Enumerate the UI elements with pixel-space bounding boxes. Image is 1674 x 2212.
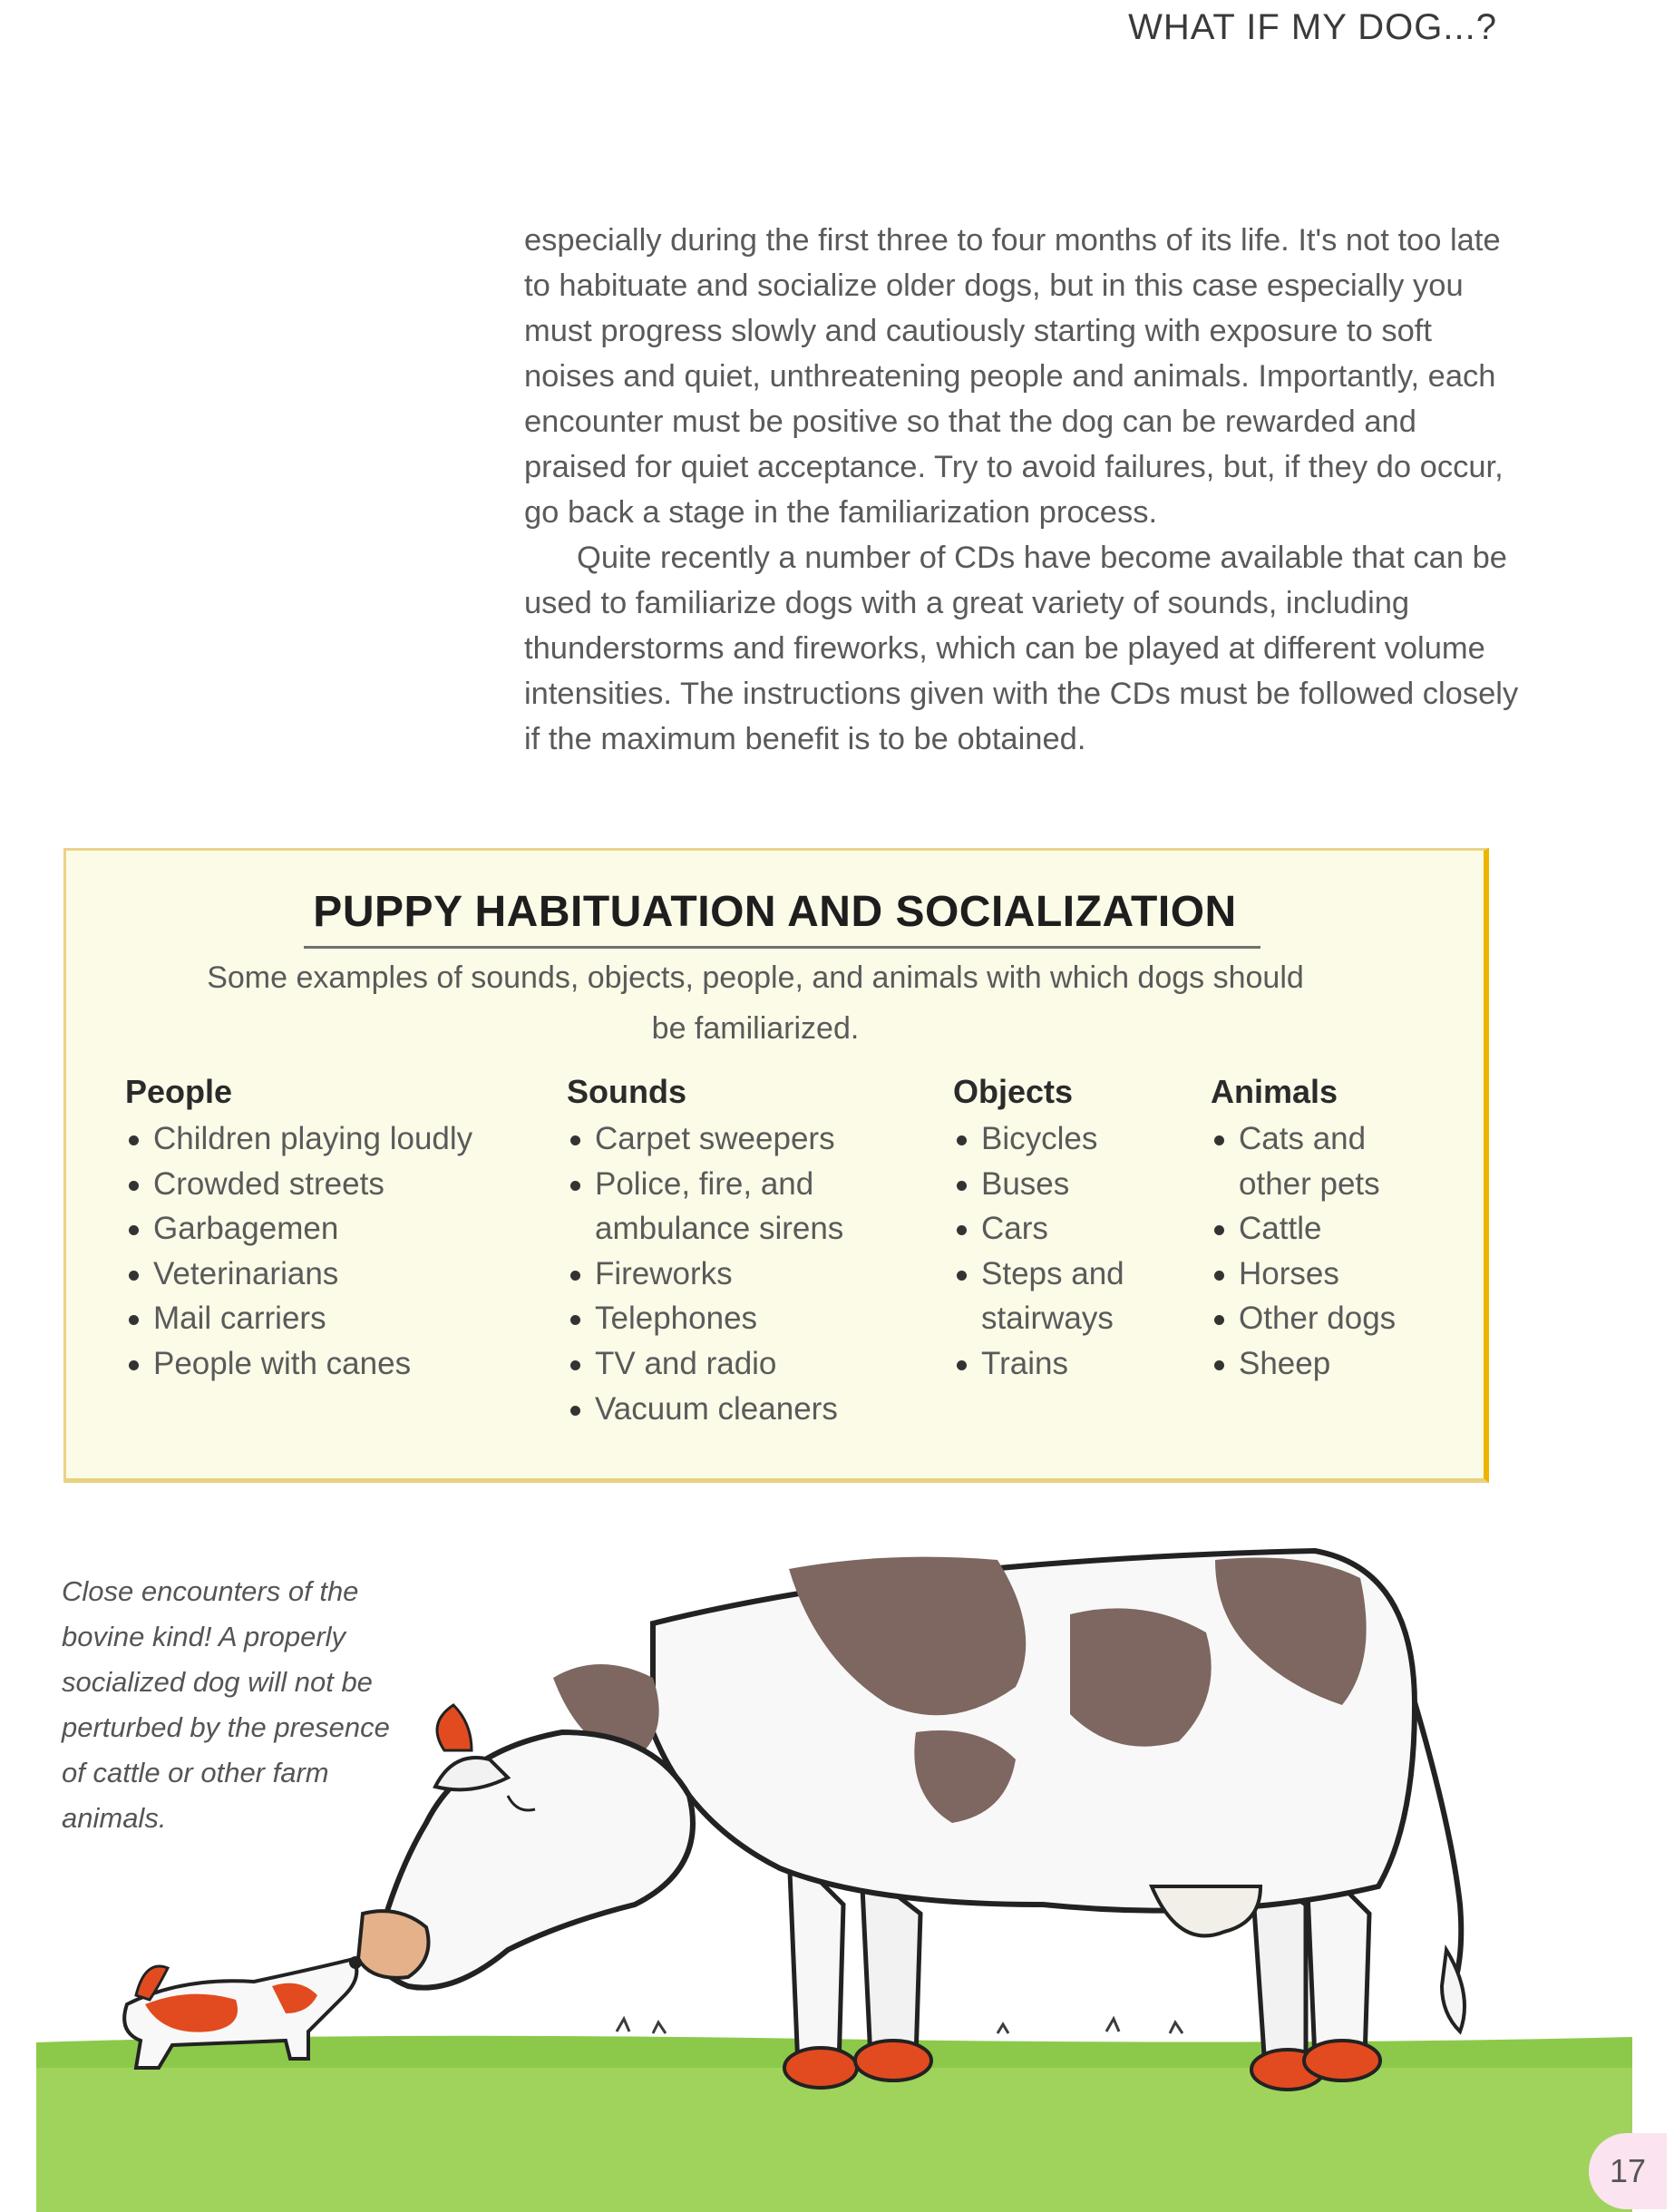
list-item: Cattle (1211, 1206, 1446, 1252)
column-sounds (567, 1071, 911, 1431)
list-item: Carpet sweepers (567, 1116, 911, 1162)
body-paragraph-1: especially during the first three to four months of its life. It's not too late to habituate and socialize older dogs, but in this case especially you must progress slowly and cautiously starting with exposure to soft noises and quiet, unthreatening people and animals. Importantly, each encounter must be positive so that the dog can be rewarded and praised for quiet acceptance. Try to avoid failures, but, if they do occur, go back a stage in the familiarization process. (524, 223, 1504, 530)
list-item: Fireworks (567, 1252, 911, 1297)
column-heading: Animals (1211, 1073, 1338, 1110)
list-item: Vacuum cleaners (567, 1387, 911, 1432)
list-item: Veterinarians (125, 1252, 506, 1297)
list-item: Mail carriers (125, 1296, 506, 1341)
cow (358, 1551, 1465, 2090)
column-heading: Sounds (567, 1073, 686, 1110)
column-heading: People (125, 1073, 233, 1110)
objects-list (953, 1116, 1171, 1387)
list-item: Garbagemen (125, 1206, 506, 1252)
column-heading: Objects (953, 1073, 1074, 1110)
title-rule (304, 946, 1260, 949)
list-item: Sheep (1211, 1341, 1446, 1387)
list-item: TV and radio (567, 1341, 911, 1387)
column-objects (953, 1071, 1171, 1387)
list-item: Steps and stairways (953, 1252, 1171, 1341)
list-item: Buses (953, 1162, 1171, 1207)
sidebar-box (63, 848, 1489, 1483)
hoof (1304, 2041, 1380, 2080)
sounds-list (567, 1116, 911, 1431)
body-text (524, 218, 1522, 762)
body-paragraph-2: Quite recently a number of CDs have become available that can be used to familiarize dogs with a great variety of sounds, including thunderstorms and fireworks, which can be played at different volume intensities. The instructions given with the CDs must be followed closely if the maximum benefit is to be obtained. (524, 541, 1519, 756)
list-item: Cats and other pets (1211, 1116, 1446, 1206)
list-item: Children playing loudly (125, 1116, 506, 1162)
list-item: Bicycles (953, 1116, 1171, 1162)
list-item: Horses (1211, 1252, 1446, 1297)
list-item: Other dogs (1211, 1296, 1446, 1341)
hoof (784, 2048, 857, 2088)
list-item: Trains (953, 1341, 1171, 1387)
list-item: Cars (953, 1206, 1171, 1252)
people-list (125, 1116, 506, 1387)
illustration-caption: Close encounters of the bovine kind! A properly socialized dog will not be perturbed by the presence of cattle or other farm animals. (62, 1575, 390, 1834)
column-animals (1211, 1071, 1446, 1387)
column-people (125, 1071, 506, 1387)
list-item: People with canes (125, 1341, 506, 1387)
list-item: Police, fire, and ambulance sirens (567, 1162, 911, 1252)
page-number-tab: 17 (1589, 2133, 1667, 2209)
hoof (855, 2041, 931, 2080)
list-item: Telephones (567, 1296, 911, 1341)
sidebar-intro: Some examples of sounds, objects, people, and animals with which dogs should be familiarized. (207, 960, 1304, 1046)
running-head: WHAT IF MY DOG...? (1128, 7, 1497, 47)
list-item: Crowded streets (125, 1162, 506, 1207)
animals-list (1211, 1116, 1446, 1387)
sidebar-title: PUPPY HABITUATION AND SOCIALIZATION (313, 888, 1237, 936)
